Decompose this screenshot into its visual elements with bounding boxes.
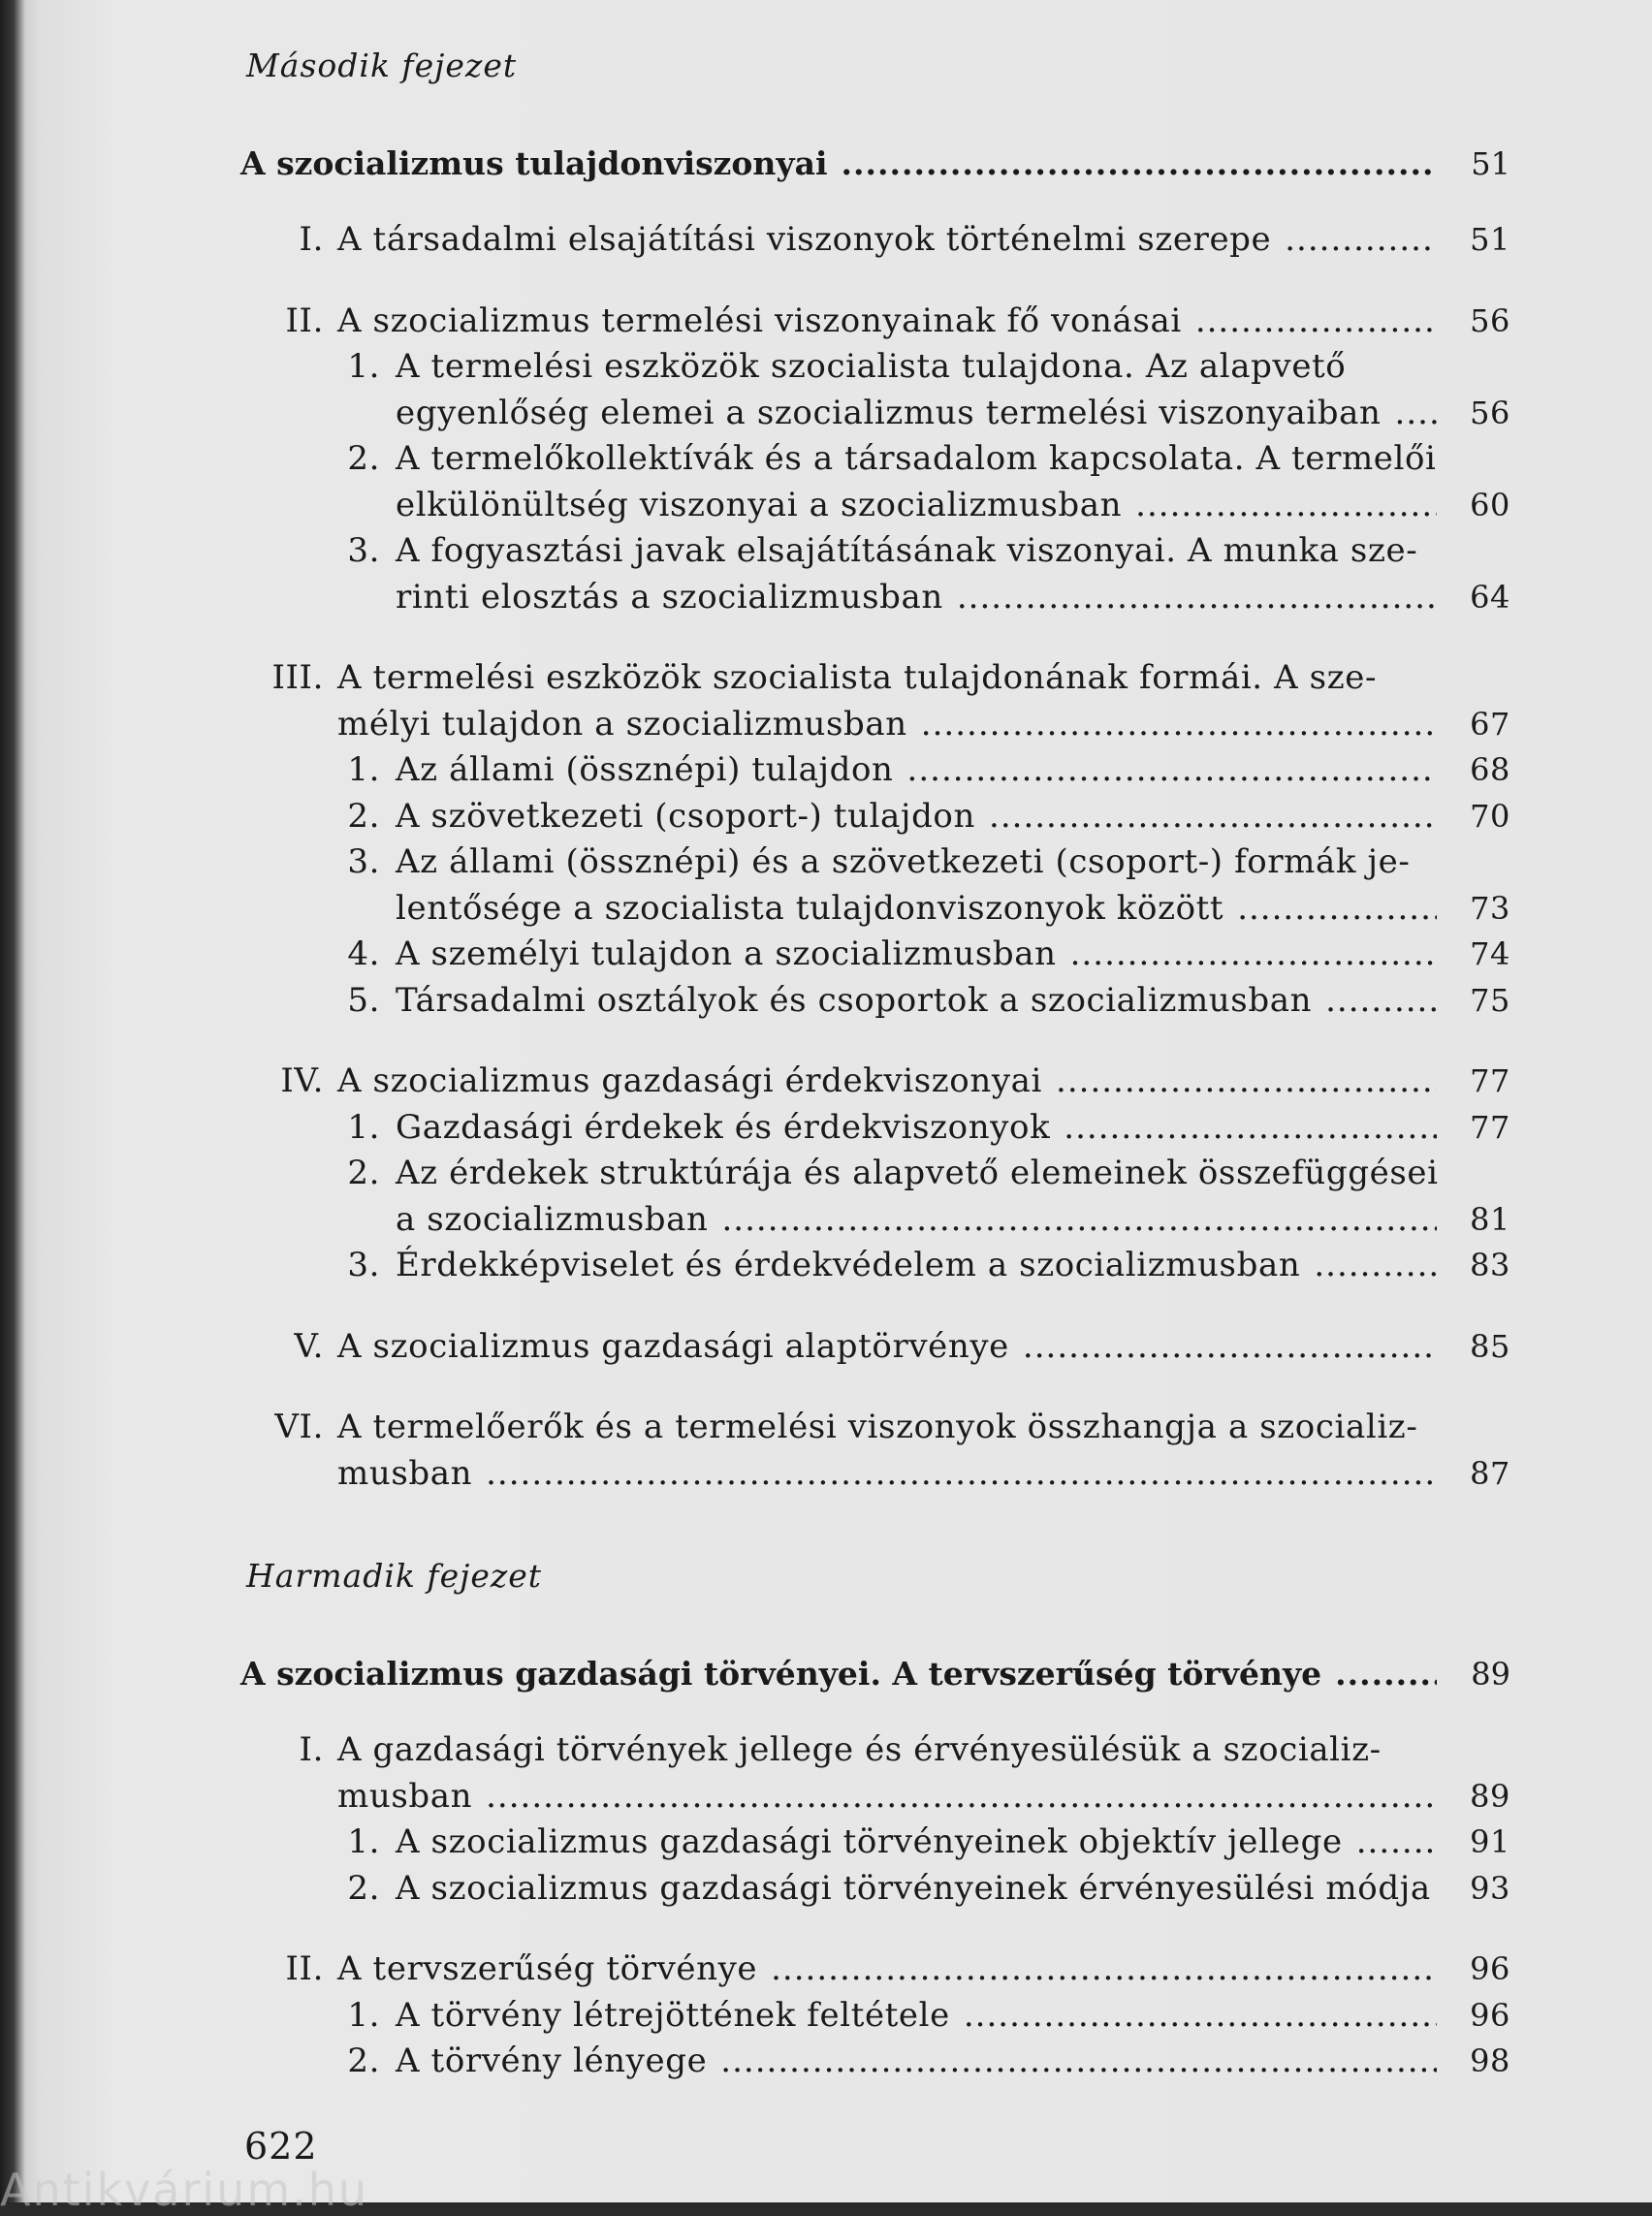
dot-leader	[771, 1947, 1437, 1993]
item-number: 3.	[347, 1246, 380, 1284]
page-ref: 64	[1470, 578, 1510, 616]
toc-entry	[396, 839, 1443, 886]
dot-leader	[1135, 483, 1437, 529]
toc-entry	[396, 528, 1443, 575]
dot-leader	[1023, 1324, 1437, 1371]
toc-line	[240, 932, 1510, 978]
chapter-title-text: A szocializmus tulajdonviszonyai	[240, 144, 828, 182]
dot-leader	[1064, 1105, 1437, 1152]
page-ref: 56	[1470, 301, 1510, 339]
entry-text: A személyi tulajdon a szocializmusban	[396, 934, 1057, 973]
page-ref: 91	[1470, 1823, 1510, 1860]
toc-entry	[396, 1197, 1443, 1244]
entry-text: rinti elosztás a szocializmusban	[396, 577, 943, 617]
entry-text: A szocializmus termelési viszonyainak fő vonásai	[337, 301, 1182, 340]
entry-text: A tervszerűség törvénye	[337, 1949, 758, 1988]
entry-text: Társadalmi osztályok és csoportok a szocializmusban	[396, 980, 1313, 1020]
chapter-block	[240, 1557, 1510, 2120]
toc-line	[240, 391, 1510, 437]
toc-line	[240, 344, 1510, 391]
dot-leader	[907, 747, 1437, 794]
toc-line	[240, 217, 1510, 264]
toc-entry	[396, 436, 1443, 483]
entry-text: musban	[337, 1453, 473, 1493]
toc-section	[240, 1727, 1510, 1912]
toc-entry	[396, 483, 1443, 529]
toc-entry	[337, 299, 1443, 345]
page-ref: 96	[1470, 1950, 1510, 1987]
toc-line	[240, 436, 1510, 483]
toc-section	[240, 1947, 1510, 2085]
toc-line	[240, 1993, 1510, 2040]
page-ref: 70	[1470, 797, 1510, 835]
toc-entry	[396, 391, 1443, 437]
toc-line	[240, 886, 1510, 933]
toc-line	[240, 1059, 1510, 1105]
section-number: II.	[285, 301, 324, 340]
item-number: 1.	[347, 750, 380, 789]
page-ref: 68	[1470, 751, 1510, 788]
toc-entry	[396, 747, 1443, 794]
toc-entry	[396, 2039, 1443, 2085]
page-ref: 74	[1470, 935, 1510, 972]
entry-text: Az állami (össznépi) tulajdon	[396, 750, 894, 789]
entry-text: A termelőkollektívák és a társadalom kapcsolata. A termelői	[396, 439, 1437, 478]
chapter-title-text: A szocializmus gazdasági törvényei. A tervszerűség törvénye	[240, 1655, 1322, 1693]
toc-entry	[396, 1243, 1443, 1289]
toc-line	[240, 978, 1510, 1025]
toc-line	[240, 528, 1510, 575]
entry-text: musban	[337, 1776, 473, 1816]
toc-line	[240, 747, 1510, 794]
toc-entry	[396, 1993, 1443, 2040]
page-ref: 75	[1470, 981, 1510, 1019]
dot-leader	[1195, 299, 1437, 345]
toc-line	[240, 1820, 1510, 1866]
toc-entry	[337, 702, 1443, 748]
toc-entry	[337, 1405, 1443, 1451]
entry-text: A társadalmi elsajátítási viszonyok történelmi szerepe	[337, 220, 1272, 259]
entry-text: A törvény létrejöttének feltétele	[396, 1995, 950, 2035]
entry-text: A termelési eszközök szocialista tulajdona. Az alapvető	[396, 347, 1347, 386]
toc-line	[240, 1105, 1510, 1152]
toc-entry	[396, 575, 1443, 621]
toc-line	[240, 2039, 1510, 2085]
entry-text: a szocializmusban	[396, 1199, 709, 1239]
dot-leader	[964, 1993, 1437, 2040]
chapter-block	[240, 47, 1510, 1532]
toc-section	[240, 217, 1510, 264]
toc-entry	[396, 1105, 1443, 1152]
item-number: 1.	[347, 1822, 380, 1861]
section-number: II.	[285, 1949, 324, 1988]
page-ref: 56	[1470, 394, 1510, 431]
toc-section	[240, 1405, 1510, 1497]
toc-entry	[396, 1151, 1443, 1197]
dot-leader	[989, 794, 1437, 840]
entry-text: A törvény lényege	[396, 2042, 708, 2080]
item-number: 1.	[347, 347, 380, 386]
toc-line	[240, 702, 1510, 748]
item-number: 3.	[347, 531, 380, 570]
dot-leader	[720, 2039, 1437, 2085]
toc-entry	[396, 932, 1443, 978]
page-ref: 96	[1470, 1996, 1510, 2034]
toc-entry	[396, 344, 1443, 391]
entry-text: mélyi tulajdon a szocializmusban	[337, 704, 907, 744]
toc-line	[240, 1197, 1510, 1244]
toc-line	[240, 1405, 1510, 1451]
toc-section	[240, 1059, 1510, 1289]
toc-line	[240, 1866, 1510, 1913]
toc-line	[240, 655, 1510, 702]
dot-leader	[1356, 1820, 1437, 1866]
toc-entry	[337, 217, 1443, 264]
page-ref: 89	[1471, 1656, 1510, 1693]
entry-text: A termelőerők és a termelési viszonyok összhangja a szocializ-	[337, 1408, 1418, 1446]
page-ref: 85	[1470, 1327, 1510, 1365]
chapter-label: Második fejezet	[246, 47, 518, 84]
toc-line	[240, 1947, 1510, 1993]
item-number: 2.	[347, 2042, 380, 2080]
dot-leader	[1237, 886, 1437, 933]
toc-line	[240, 1243, 1510, 1289]
chapter-title	[240, 144, 1510, 182]
dot-leader	[486, 1451, 1437, 1498]
toc-line	[240, 1727, 1510, 1774]
toc-line	[240, 1324, 1510, 1371]
dot-leader	[921, 702, 1437, 748]
entry-text: lentősége a szocialista tulajdonviszonyok között	[396, 888, 1224, 928]
page-ref: 51	[1470, 221, 1510, 258]
item-number: 1.	[347, 1995, 380, 2035]
dot-leader	[1314, 1243, 1437, 1289]
toc-entry	[337, 1947, 1443, 1993]
dot-leader	[721, 1197, 1437, 1244]
item-number: 2.	[347, 1868, 380, 1908]
item-number: 2.	[347, 439, 380, 478]
section-number: V.	[294, 1326, 324, 1366]
dot-leader	[1395, 391, 1437, 437]
entry-text: Az állami (össznépi) és a szövetkezeti (csoport-) formák je-	[396, 842, 1411, 881]
entry-text: A fogyasztási javak elsajátításának viszonyai. A munka sze-	[396, 531, 1418, 570]
toc-line	[240, 839, 1510, 886]
toc-entry	[337, 1774, 1443, 1820]
toc-entry	[396, 886, 1443, 933]
section-number: I.	[299, 1730, 324, 1769]
page-ref: 67	[1470, 705, 1510, 743]
entry-text: A szocializmus gazdasági érdekviszonyai	[337, 1061, 1043, 1100]
chapter-title	[240, 1655, 1510, 1693]
page-ref: 93	[1470, 1869, 1510, 1907]
toc-section	[240, 655, 1510, 1024]
entry-text: A szocializmus gazdasági alaptörvénye	[337, 1326, 1009, 1366]
chapter-label: Harmadik fejezet	[246, 1557, 543, 1595]
dot-leader	[842, 144, 1437, 182]
toc-line	[240, 1451, 1510, 1498]
toc-section	[240, 299, 1510, 621]
item-number: 2.	[347, 796, 380, 836]
dot-leader	[1335, 1655, 1437, 1693]
page-ref: 98	[1470, 2042, 1510, 2079]
entry-text: Gazdasági érdekek és érdekviszonyok	[396, 1107, 1051, 1147]
toc-entry	[396, 794, 1443, 840]
toc-entry	[337, 1451, 1443, 1498]
toc-section	[240, 1324, 1510, 1371]
page-ref: 73	[1470, 889, 1510, 927]
section-number: III.	[271, 658, 324, 697]
toc-line	[240, 794, 1510, 840]
toc-line	[240, 483, 1510, 529]
toc-line	[240, 1151, 1510, 1197]
toc-entry	[396, 1820, 1443, 1866]
toc-entry	[337, 1059, 1443, 1105]
item-number: 3.	[347, 842, 380, 881]
dot-leader	[1056, 1059, 1437, 1105]
dot-leader	[1070, 932, 1437, 978]
toc-entry	[396, 978, 1443, 1025]
dot-leader	[1285, 217, 1437, 264]
toc-entry	[337, 1324, 1443, 1371]
toc-line	[240, 575, 1510, 621]
dot-leader	[486, 1774, 1437, 1820]
entry-text: A szocializmus gazdasági törvényeinek objektív jellege	[396, 1822, 1343, 1861]
page-ref: 51	[1471, 145, 1510, 182]
section-number: IV.	[280, 1061, 324, 1100]
toc-line	[240, 1774, 1510, 1820]
dot-leader	[957, 575, 1437, 621]
entry-text: Érdekképviselet és érdekvédelem a szocializmusban	[396, 1246, 1301, 1284]
item-number: 2.	[347, 1154, 380, 1192]
toc-line	[240, 299, 1510, 345]
toc-entry	[337, 655, 1443, 702]
dot-leader	[1325, 978, 1437, 1025]
page-ref: 83	[1470, 1247, 1510, 1283]
entry-text: elkülönültség viszonyai a szocializmusban	[396, 485, 1123, 524]
entry-text: egyenlőség elemei a szocializmus termelési viszonyaiban	[396, 393, 1382, 432]
entry-text: A szocializmus gazdasági törvényeinek érvényesülési módja	[396, 1868, 1431, 1908]
watermark: Antikvárium.hu	[0, 2164, 369, 2216]
toc-entry	[396, 1866, 1443, 1913]
toc-entry	[337, 1727, 1443, 1774]
page-ref: 60	[1470, 486, 1510, 523]
section-number: I.	[299, 220, 324, 259]
section-number: VI.	[274, 1408, 324, 1446]
page-ref: 87	[1470, 1454, 1510, 1492]
item-number: 5.	[347, 980, 380, 1020]
entry-text: Az érdekek struktúrája és alapvető elemeinek összefüggései	[396, 1154, 1439, 1192]
item-number: 1.	[347, 1107, 380, 1147]
entry-text: A gazdasági törvények jellege és érvényesülésük a szocializ-	[337, 1730, 1382, 1769]
entry-text: A szövetkezeti (csoport-) tulajdon	[396, 796, 976, 836]
page-ref: 77	[1470, 1108, 1510, 1146]
item-number: 4.	[347, 934, 380, 973]
page-ref: 81	[1470, 1200, 1510, 1238]
entry-text: A termelési eszközök szocialista tulajdonának formái. A sze-	[337, 658, 1378, 697]
page-ref: 77	[1470, 1062, 1510, 1099]
page-ref: 89	[1470, 1777, 1510, 1815]
page-number: 622	[244, 2125, 318, 2168]
